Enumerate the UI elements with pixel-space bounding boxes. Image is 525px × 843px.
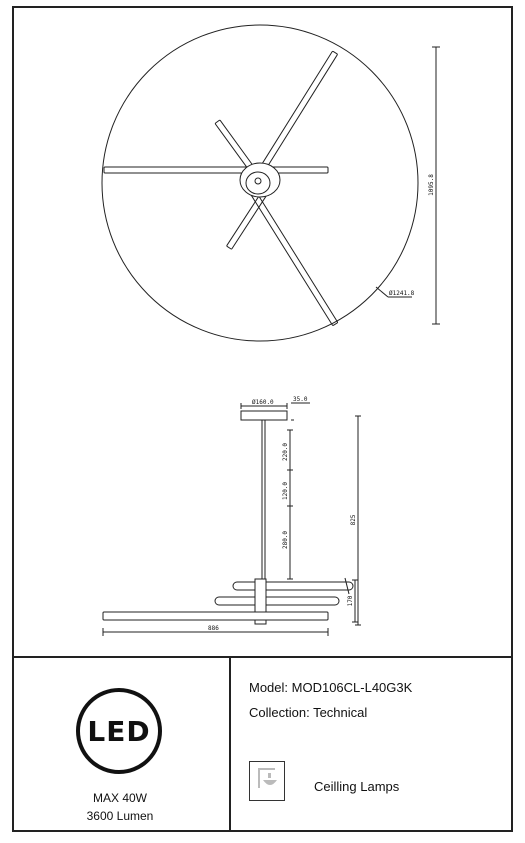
- arm-horizontal: [104, 167, 328, 173]
- bottom-arm: [103, 612, 328, 620]
- hub-center: [255, 178, 261, 184]
- collection-name: Collection: Technical: [249, 705, 368, 720]
- arm-lower-right: [250, 190, 338, 325]
- product-type-label: Ceilling Lamps: [314, 779, 400, 794]
- model-number: Model: MOD106CL-L40G3K: [249, 680, 413, 695]
- max-power: MAX 40W: [92, 791, 147, 805]
- side-view: [103, 403, 361, 636]
- total-height-dim-label: 825: [350, 514, 357, 526]
- lumens: 3600 Lumen: [86, 809, 154, 823]
- rod-segment-2-label: 120.0: [282, 481, 289, 501]
- ceiling-lamp-icon: [249, 761, 285, 801]
- rod-segment-3-label: 280.0: [282, 530, 289, 550]
- middle-arm: [215, 597, 339, 605]
- width-dim-label: 886: [208, 625, 219, 632]
- led-badge: [76, 688, 162, 774]
- arms-spacing-dim-label: 170: [347, 595, 354, 607]
- canopy: [241, 411, 287, 420]
- upper-arm: [233, 582, 353, 590]
- led-badge-label: LED: [87, 714, 151, 748]
- canopy-dim-label: Ø160.0: [252, 399, 274, 406]
- height-dim-label: 1095.8: [428, 174, 435, 196]
- canopy-height-dim-label: 35.0: [293, 396, 308, 403]
- rod-segment-1-label: 220.0: [282, 442, 289, 462]
- arm-upper-right: [258, 51, 337, 173]
- diameter-dim-label: Ø1241.8: [389, 290, 415, 297]
